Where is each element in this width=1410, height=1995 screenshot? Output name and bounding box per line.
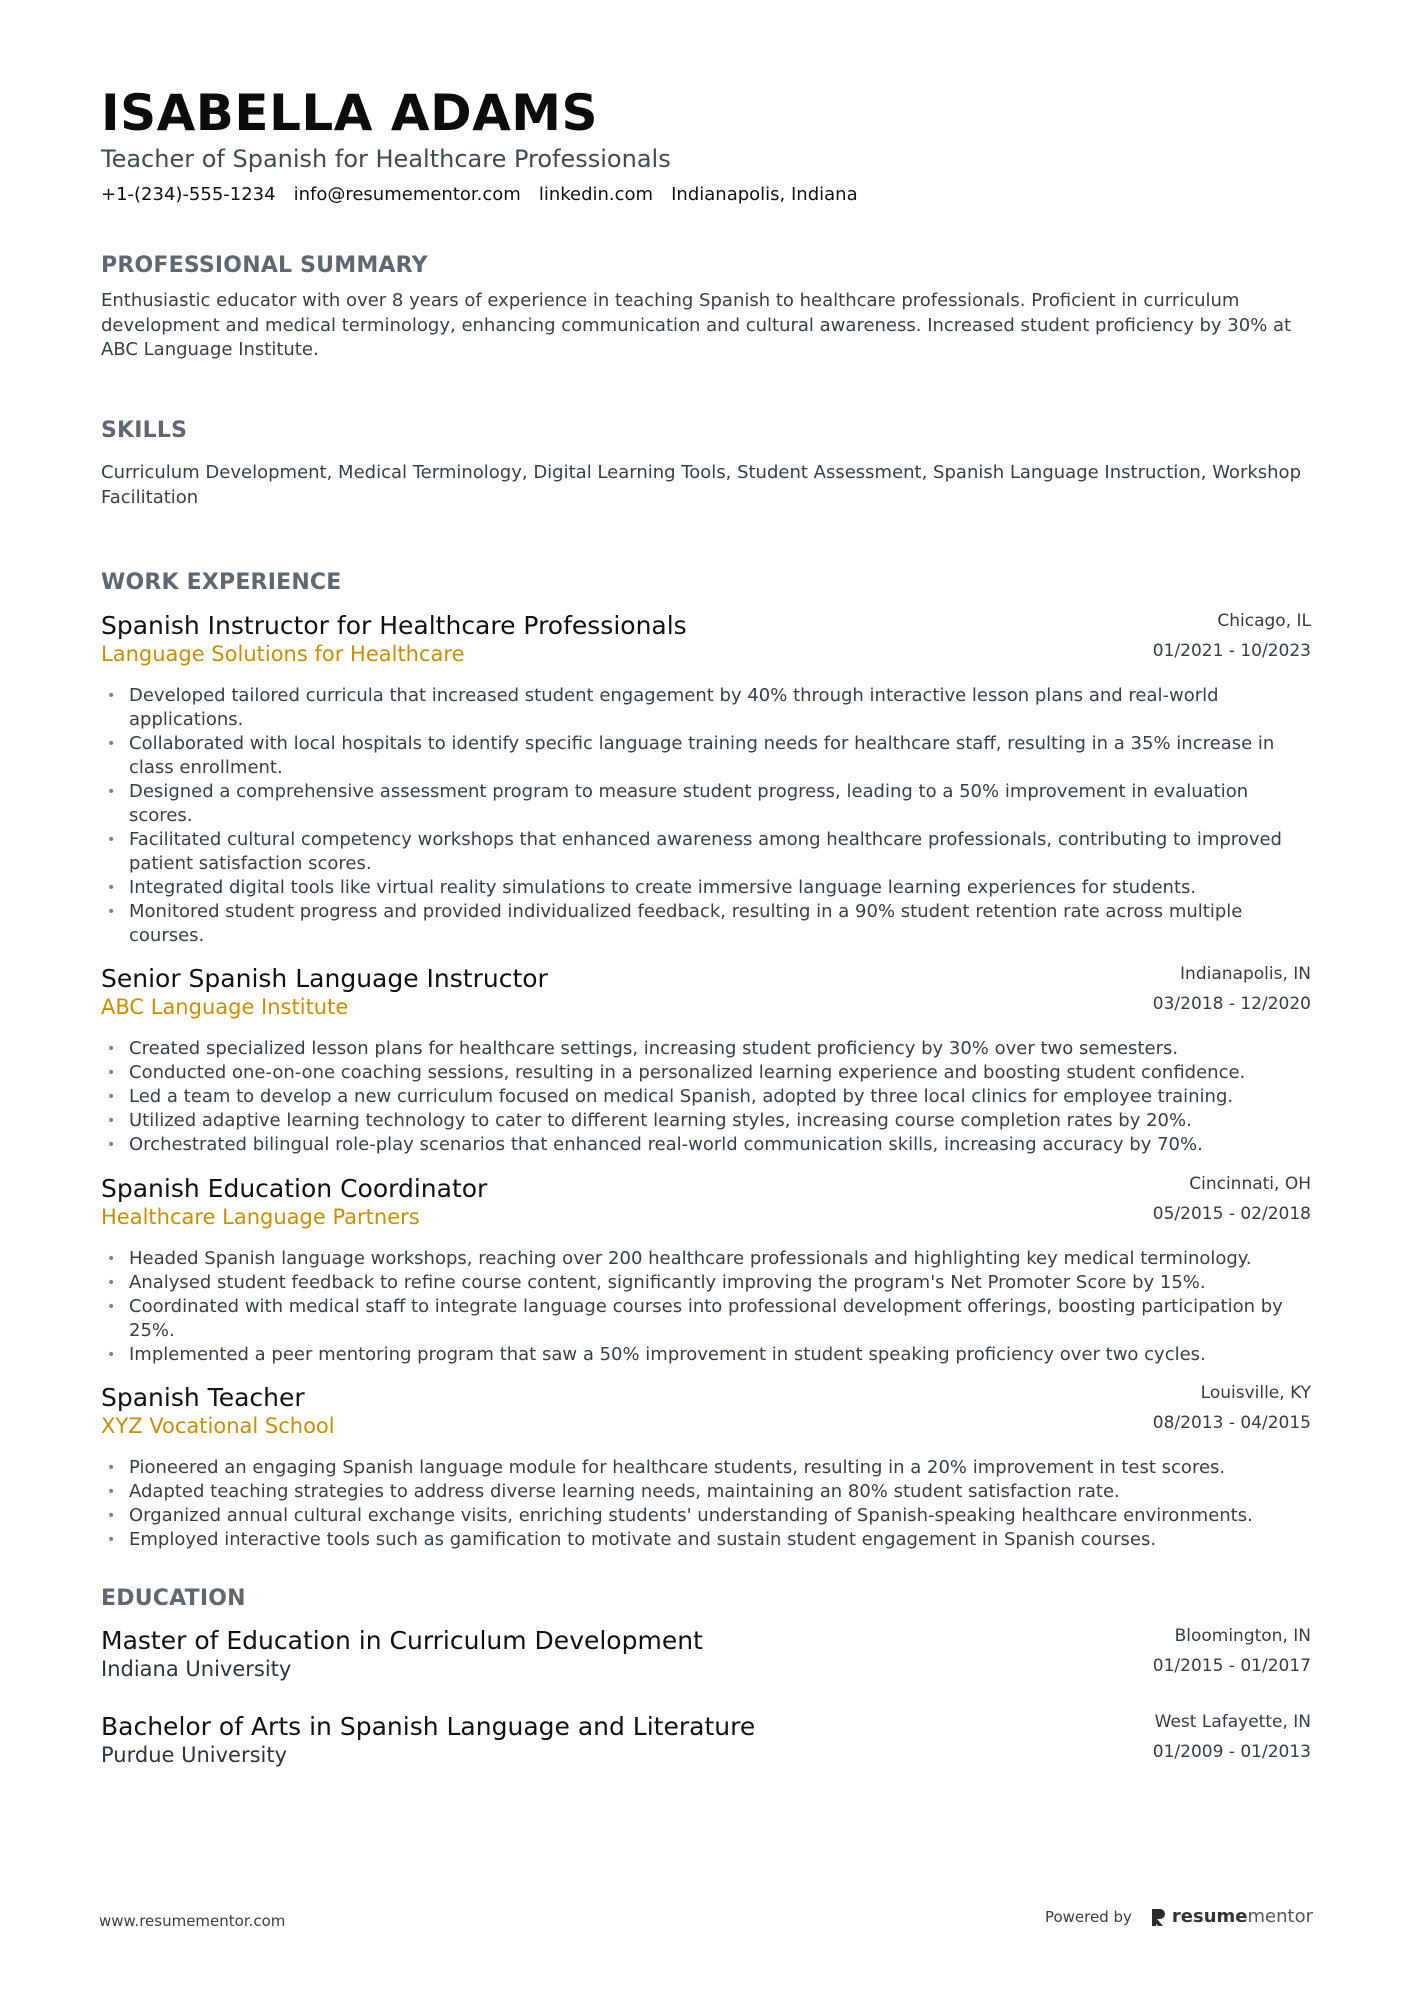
job-entry	[101, 964, 1311, 1157]
job-bullets	[101, 1037, 1311, 1157]
job-bullet: • Designed a comprehensive assessment program to measure student progress, leading to a 50% improvement in evaluation scores.	[107, 781, 1249, 826]
job-role: Spanish Teacher	[101, 1383, 305, 1412]
bullet-dot-icon: •	[107, 1065, 116, 1081]
job-bullet: • Collaborated with local hospitals to identify specific language training needs for healthcare staff, resulting in a 35% increase in class enrollment.	[107, 733, 1275, 778]
job-bullet: • Monitored student progress and provided individualized feedback, resulting in a 90% student retention rate across multiple courses.	[107, 901, 1243, 946]
candidate-name: ISABELLA ADAMS	[101, 84, 599, 142]
job-organization: Healthcare Language Partners	[101, 1205, 420, 1229]
job-entry	[101, 611, 1311, 948]
job-bullet: • Adapted teaching strategies to address diverse learning needs, maintaining an 80% student satisfaction rate.	[107, 1481, 1120, 1502]
job-entry	[101, 1383, 1311, 1552]
bullet-dot-icon: •	[107, 1275, 116, 1291]
education-entry	[101, 1626, 1311, 1684]
education-location: Bloomington, IN	[1174, 1626, 1311, 1646]
job-bullet: • Utilized adaptive learning technology to cater to different learning styles, increasing course completion rates by 20%.	[107, 1110, 1192, 1131]
job-location: Louisville, KY	[1200, 1383, 1311, 1403]
job-bullet: • Led a team to develop a new curriculum focused on medical Spanish, adopted by three local clinics for employee training.	[107, 1086, 1234, 1107]
education-school: Indiana University	[101, 1657, 292, 1681]
job-role: Senior Spanish Language Instructor	[101, 964, 548, 993]
job-entry	[101, 1174, 1311, 1367]
job-bullet: • Implemented a peer mentoring program that saw a 50% improvement in student speaking proficiency over two cycles.	[107, 1344, 1206, 1365]
bullet-dot-icon: •	[107, 832, 116, 848]
job-bullet: • Conducted one-on-one coaching sessions, resulting in a personalized learning experience and boosting student confidence.	[107, 1062, 1246, 1083]
bullet-dot-icon: •	[107, 1251, 116, 1267]
job-bullet: • Employed interactive tools such as gamification to motivate and sustain student engagement in Spanish courses.	[107, 1529, 1157, 1550]
education-dates: 01/2009 - 01/2013	[1152, 1742, 1311, 1762]
job-bullet: • Coordinated with medical staff to integrate language courses into professional development offerings, boosting participation by 25%.	[107, 1296, 1283, 1341]
bullet-dot-icon: •	[107, 1299, 116, 1315]
job-bullet: • Orchestrated bilingual role-play scenarios that enhanced real-world communication skills, increasing accuracy by 70%.	[107, 1134, 1203, 1155]
brand-bold-text: resume	[1171, 1906, 1248, 1927]
bullet-dot-icon: •	[107, 1484, 116, 1500]
education-school: Purdue University	[101, 1743, 288, 1767]
education-section	[101, 1586, 1311, 1611]
education-degree: Master of Education in Curriculum Development	[101, 1626, 703, 1655]
education-heading: EDUCATION	[101, 1586, 246, 1611]
bullet-dot-icon: •	[107, 736, 116, 752]
bullet-dot-icon: •	[107, 1508, 116, 1524]
bullet-dot-icon: •	[107, 904, 116, 920]
job-bullet: • Analysed student feedback to refine course content, significantly improving the program's Net Promoter Score by 15%.	[107, 1272, 1206, 1293]
education-entry	[101, 1712, 1311, 1770]
bullet-dot-icon: •	[107, 784, 116, 800]
job-bullets	[101, 1456, 1311, 1552]
contact-linkedin: linkedin.com	[538, 184, 654, 205]
job-dates: 01/2021 - 10/2023	[1152, 641, 1311, 661]
experience-heading: WORK EXPERIENCE	[101, 570, 342, 595]
education-dates: 01/2015 - 01/2017	[1152, 1656, 1311, 1676]
job-organization: Language Solutions for Healthcare	[101, 642, 465, 666]
bullet-dot-icon: •	[107, 1347, 116, 1363]
bullet-dot-icon: •	[107, 1532, 116, 1548]
contact-location: Indianapolis, Indiana	[671, 184, 858, 205]
bullet-dot-icon: •	[107, 880, 116, 896]
job-bullets	[101, 1247, 1311, 1367]
experience-section	[101, 570, 1311, 595]
education-location: West Lafayette, IN	[1154, 1712, 1311, 1732]
summary-text: Enthusiastic educator with over 8 years of experience in teaching Spanish to healthcare professionals. Proficient in curriculum development and medical terminology, enhancing communication and cultural awareness. Increased student proficiency by 30% at ABC Language Institute.	[101, 290, 1292, 360]
candidate-title: Teacher of Spanish for Healthcare Professionals	[101, 145, 671, 173]
footer-website-link[interactable]: www.resumementor.com	[99, 1912, 286, 1930]
brand-logo[interactable]	[1150, 1906, 1313, 1927]
job-dates: 03/2018 - 12/2020	[1152, 994, 1311, 1014]
job-bullet: • Pioneered an engaging Spanish language module for healthcare students, resulting in a 20% improvement in test scores.	[107, 1457, 1226, 1478]
bullet-dot-icon: •	[107, 1113, 116, 1129]
job-bullet: • Headed Spanish language workshops, reaching over 200 healthcare professionals and highlighting key medical terminology.	[107, 1248, 1252, 1269]
bullet-dot-icon: •	[107, 1460, 116, 1476]
job-bullet: • Developed tailored curricula that increased student engagement by 40% through interactive lesson plans and real-world applications.	[107, 685, 1219, 730]
skills-heading: SKILLS	[101, 418, 188, 443]
job-location: Chicago, IL	[1217, 611, 1311, 631]
education-degree: Bachelor of Arts in Spanish Language and Literature	[101, 1712, 756, 1741]
job-role: Spanish Education Coordinator	[101, 1174, 488, 1203]
contact-row	[101, 184, 858, 205]
summary-heading: PROFESSIONAL SUMMARY	[101, 253, 428, 278]
bullet-dot-icon: •	[107, 1089, 116, 1105]
skills-text: Curriculum Development, Medical Terminology, Digital Learning Tools, Student Assessment, Spanish Language Instruction, Workshop Facilitation	[101, 462, 1301, 508]
job-bullet: • Created specialized lesson plans for healthcare settings, increasing student proficiency by 30% over two semesters.	[107, 1038, 1179, 1059]
job-location: Cincinnati, OH	[1189, 1174, 1311, 1194]
skills-section	[101, 418, 1311, 510]
resumementor-logo-icon	[1150, 1907, 1166, 1927]
bullet-dot-icon: •	[107, 688, 116, 704]
job-bullet: • Organized annual cultural exchange visits, enriching students' understanding of Spanish-speaking healthcare environments.	[107, 1505, 1253, 1526]
job-bullet: • Facilitated cultural competency workshops that enhanced awareness among healthcare professionals, contributing to improved patient satisfaction scores.	[107, 829, 1282, 874]
powered-by-label: Powered by	[1044, 1907, 1132, 1926]
contact-phone: +1-(234)-555-1234	[101, 184, 276, 205]
job-dates: 08/2013 - 04/2015	[1152, 1413, 1311, 1433]
footer-branding	[1045, 1906, 1313, 1927]
job-organization: ABC Language Institute	[101, 995, 349, 1019]
summary-section	[101, 253, 1311, 363]
bullet-dot-icon: •	[107, 1041, 116, 1057]
job-location: Indianapolis, IN	[1180, 964, 1311, 984]
contact-email: info@resumementor.com	[293, 184, 521, 205]
job-bullet: • Integrated digital tools like virtual reality simulations to create immersive language learning experiences for students.	[107, 877, 1197, 898]
job-bullets	[101, 684, 1311, 948]
job-dates: 05/2015 - 02/2018	[1152, 1204, 1311, 1224]
job-organization: XYZ Vocational School	[101, 1414, 335, 1438]
job-role: Spanish Instructor for Healthcare Professionals	[101, 611, 687, 640]
bullet-dot-icon: •	[107, 1137, 116, 1153]
brand-light-text: mentor	[1247, 1906, 1313, 1927]
